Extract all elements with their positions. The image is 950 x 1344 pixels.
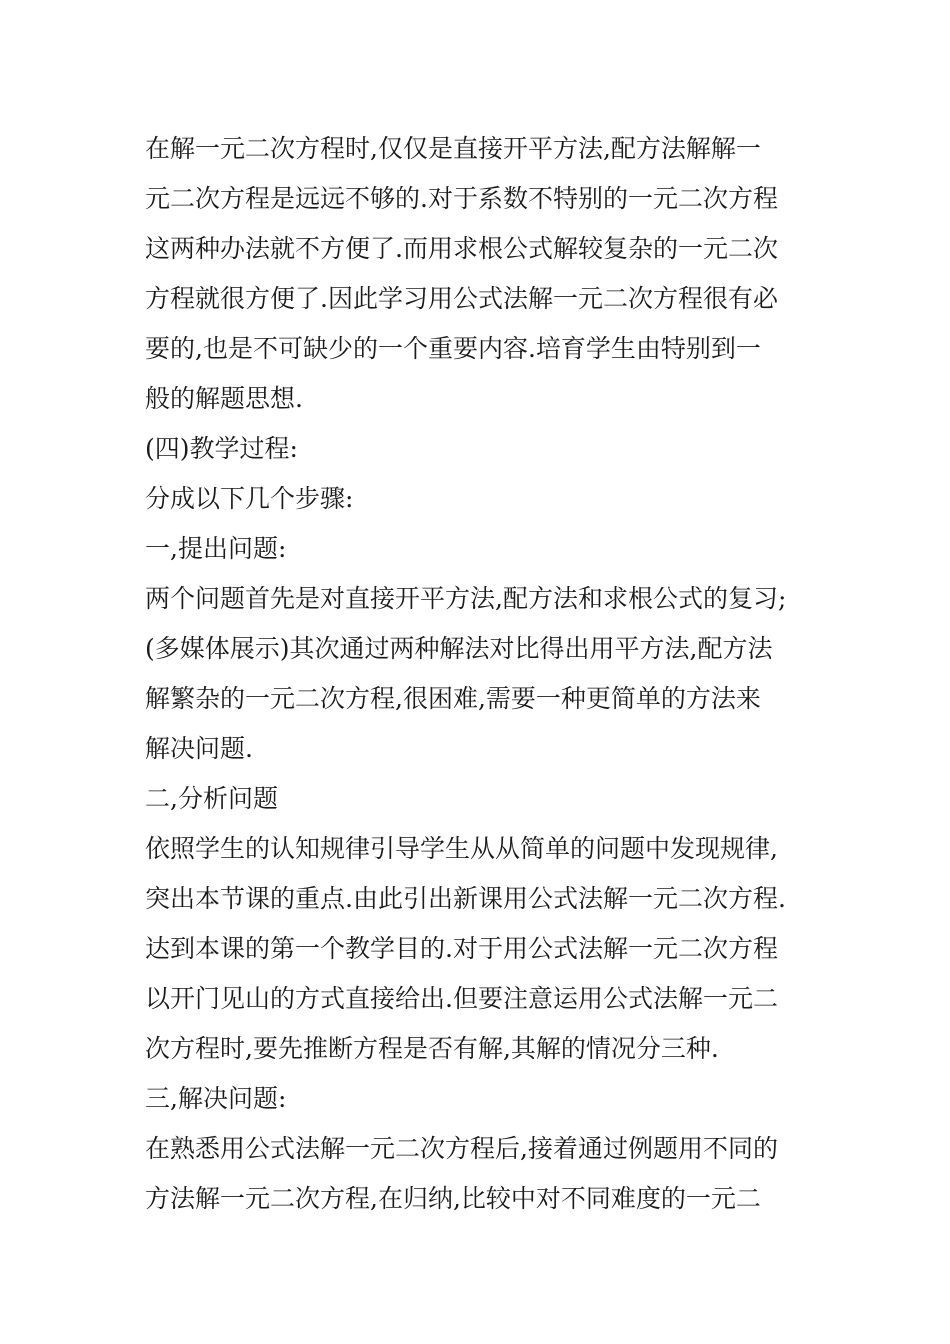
- section-heading-teaching-process: (四)教学过程:: [145, 434, 298, 463]
- step-heading-analyze-question: 二,分析问题: [145, 784, 278, 813]
- paragraph-solve-question: 在熟悉用公式法解一元二次方程后,接着通过例题用不同的 方法解一元二次方程,在归纳,比较中对不同难度的一元二: [145, 1134, 778, 1213]
- step-heading-solve-question: 三,解决问题:: [145, 1084, 287, 1113]
- document-body: [145, 124, 825, 1224]
- paragraph-intro: 在解一元二次方程时,仅仅是直接开平方法,配方法解解一 元二次方程是远远不够的.对于系数不特别的一元二次方程 这两种办法就不方便了.而用求根公式解较复杂的一元二次 方程就很方便了.因此学习用公式法解一元二次方程很有必 要的,也是不可缺少的一个重要内容.培育学生由特别到一 般的解题思想.: [145, 134, 778, 413]
- step-heading-raise-question: 一,提出问题:: [145, 534, 287, 563]
- paragraph-steps-intro: 分成以下几个步骤:: [145, 484, 354, 513]
- paragraph-analyze-question: 依照学生的认知规律引导学生从从简单的问题中发现规律, 突出本节课的重点.由此引出新课用公式法解一元二次方程. 达到本课的第一个教学目的.对于用公式法解一元二次方程 以开门见山的方式直接给出.但要注意运用公式法解一元二 次方程时,要先推断方程是否有解,其解的情况分三种.: [145, 834, 786, 1063]
- paragraph-raise-question: 两个问题首先是对直接开平方法,配方法和求根公式的复习; (多媒体展示)其次通过两种解法对比得出用平方法,配方法 解繁杂的一元二次方程,很困难,需要一种更简单的方法来 解决问题.: [145, 584, 787, 763]
